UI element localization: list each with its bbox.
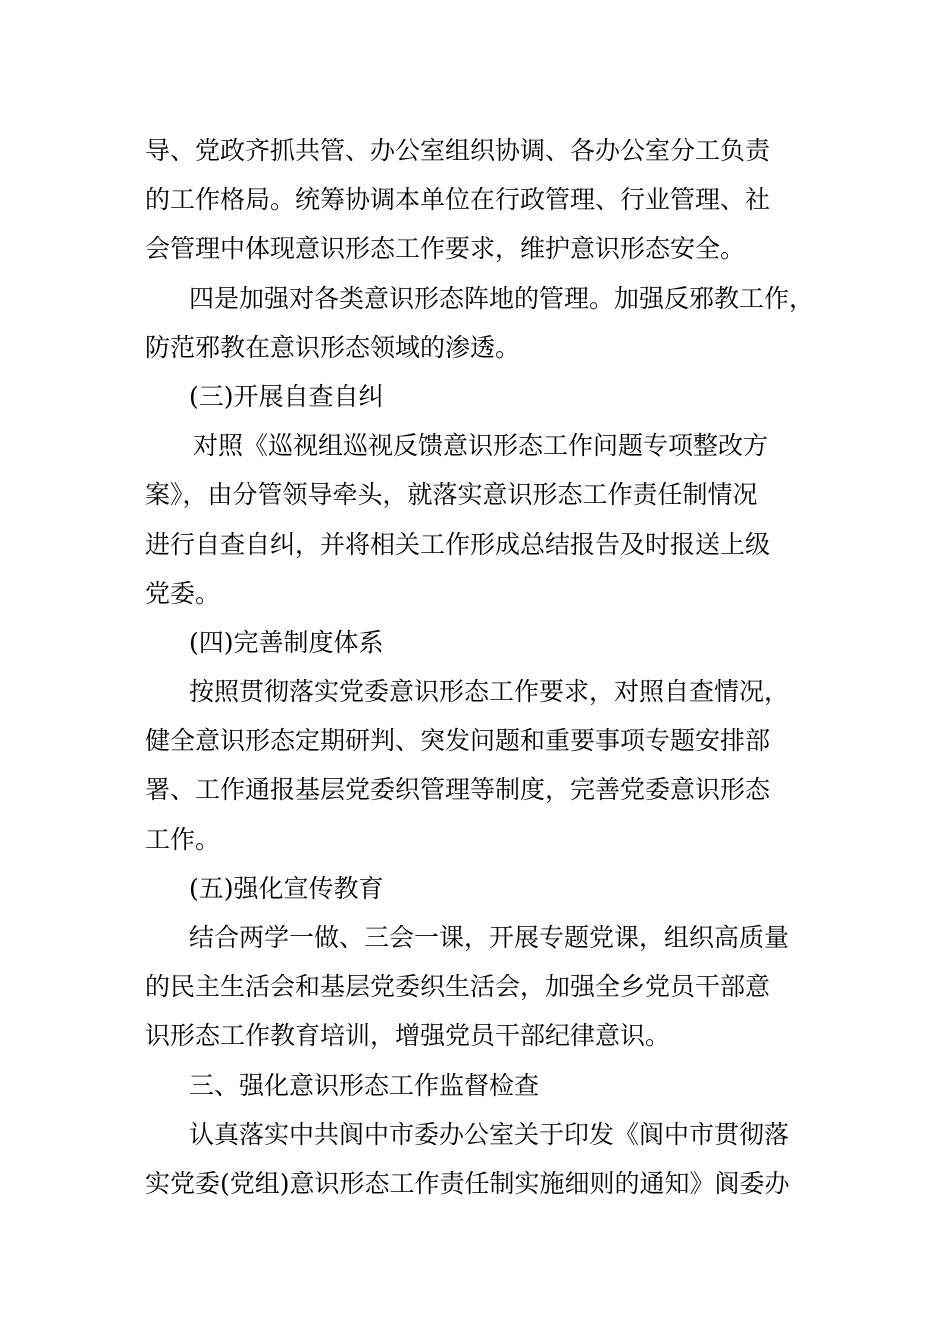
paragraph-line: 按照贯彻落实党委意识形态工作要求，对照自查情况， [189,677,790,707]
paragraph-line: 进行自查自纠，并将相关工作形成总结报告及时报送上级 [145,529,771,559]
section-heading: (五)强化宣传教育 [189,873,384,903]
paragraph-line: 的民主生活会和基层党委织生活会，加强全乡党员干部意 [145,972,771,1002]
paragraph-line: 结合两学一做、三会一课，开展专题党课，组织高质量 [189,923,790,952]
paragraph-line: 会管理中体现意识形态工作要求，维护意识形态安全。 [145,234,746,264]
section-heading: 三、强化意识形态工作监督检查 [189,1070,540,1100]
section-heading: (三)开展自查自纠 [189,381,384,411]
paragraph-line: 防范邪教在意识形态领域的渗透。 [145,332,521,362]
paragraph-line: 党委。 [145,578,221,608]
paragraph-line: 署、工作通报基层党委织管理等制度，完善党委意识形态 [145,775,771,805]
paragraph-line: 健全意识形态定期研判、突发问题和重要事项专题安排部 [145,726,771,756]
paragraph-line: 实党委(党组)意识形态工作责任制实施细则的通知》阆委办 [145,1168,790,1198]
paragraph-line: 工作。 [145,824,221,854]
paragraph-line: 认真落实中共阆中市委办公室关于印发《阆中市贯彻落 [189,1119,790,1149]
paragraph-line: 的工作格局。统筹协调本单位在行政管理、行业管理、社 [145,185,771,215]
paragraph-line: 对照《巡视组巡视反馈意识形态工作问题专项整改方 [193,431,769,461]
section-heading: (四)完善制度体系 [189,627,384,657]
paragraph-line: 案》，由分管领导牵头，就落实意识形态工作责任制情况 [145,480,758,510]
paragraph-line: 识形态工作教育培训，增强党员干部纪律意识。 [145,1021,671,1051]
document-body [145,126,825,1208]
paragraph-line: 导、党政齐抓共管、办公室组织协调、各办公室分工负责 [145,136,771,165]
paragraph-line: 四是加强对各类意识形态阵地的管理。加强反邪教工作， [189,283,815,313]
